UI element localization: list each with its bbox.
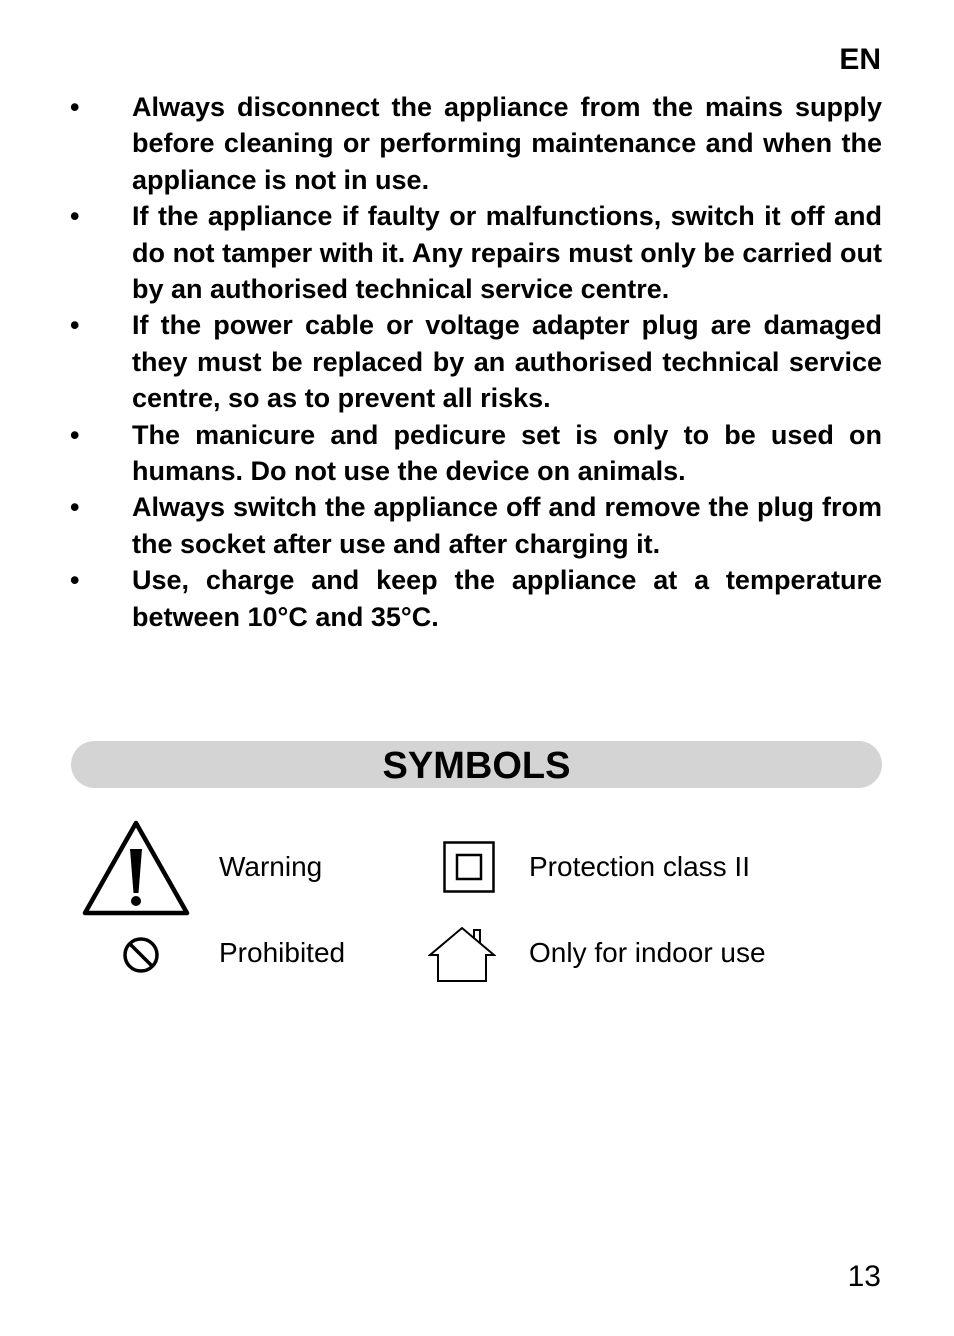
- bullet-text: Use, charge and keep the appliance at a temperature between 10°C and 35°C.: [132, 565, 882, 632]
- bullet-glyph: •: [70, 310, 80, 341]
- symbol-label-warning: Warning: [219, 851, 323, 882]
- bullet-glyph: •: [70, 92, 80, 122]
- symbols-heading-bar: [71, 741, 882, 788]
- list-item: [68, 198, 882, 307]
- bullet-glyph: •: [70, 201, 80, 232]
- list-item: [68, 307, 882, 416]
- list-item: [68, 89, 882, 198]
- bullet-text: The manicure and pedicure set is only to be used on humans. Do not use the device on animals.: [132, 419, 882, 487]
- safety-bullet-list: [68, 89, 882, 635]
- list-item: [68, 562, 882, 635]
- prohibited-icon: [122, 936, 160, 974]
- list-item: [68, 489, 882, 562]
- symbol-label-protection-class: Protection class II: [529, 851, 750, 882]
- page-number: 13: [847, 1260, 881, 1293]
- bullet-text: If the appliance if faulty or malfunctions, switch it off and do not tamper with it. Any repairs must only be carried out by an authorised technical service centre.: [132, 201, 882, 305]
- bullet-glyph: •: [70, 419, 80, 450]
- symbol-label-prohibited: Prohibited: [219, 937, 346, 968]
- list-item: [68, 417, 882, 490]
- house-icon: [428, 925, 496, 983]
- bullet-glyph: •: [70, 565, 80, 596]
- bullet-text: Always disconnect the appliance from the mains supply before cleaning or performing maintenance and when the appliance is not in use.: [132, 92, 882, 195]
- protection-class-ii-icon: [443, 841, 495, 893]
- symbol-label-indoor-use: Only for indoor use: [529, 937, 766, 968]
- bullet-glyph: •: [70, 492, 80, 523]
- symbols-heading: SYMBOLS: [382, 745, 571, 787]
- language-code: EN: [839, 43, 881, 76]
- bullet-text: If the power cable or voltage adapter plug are damaged they must be replaced by an authorised technical service centre, so as to prevent all risks.: [132, 310, 882, 414]
- bullet-text: Always switch the appliance off and remove the plug from the socket after use and after charging it.: [132, 492, 882, 559]
- warning-triangle-icon: [81, 819, 191, 917]
